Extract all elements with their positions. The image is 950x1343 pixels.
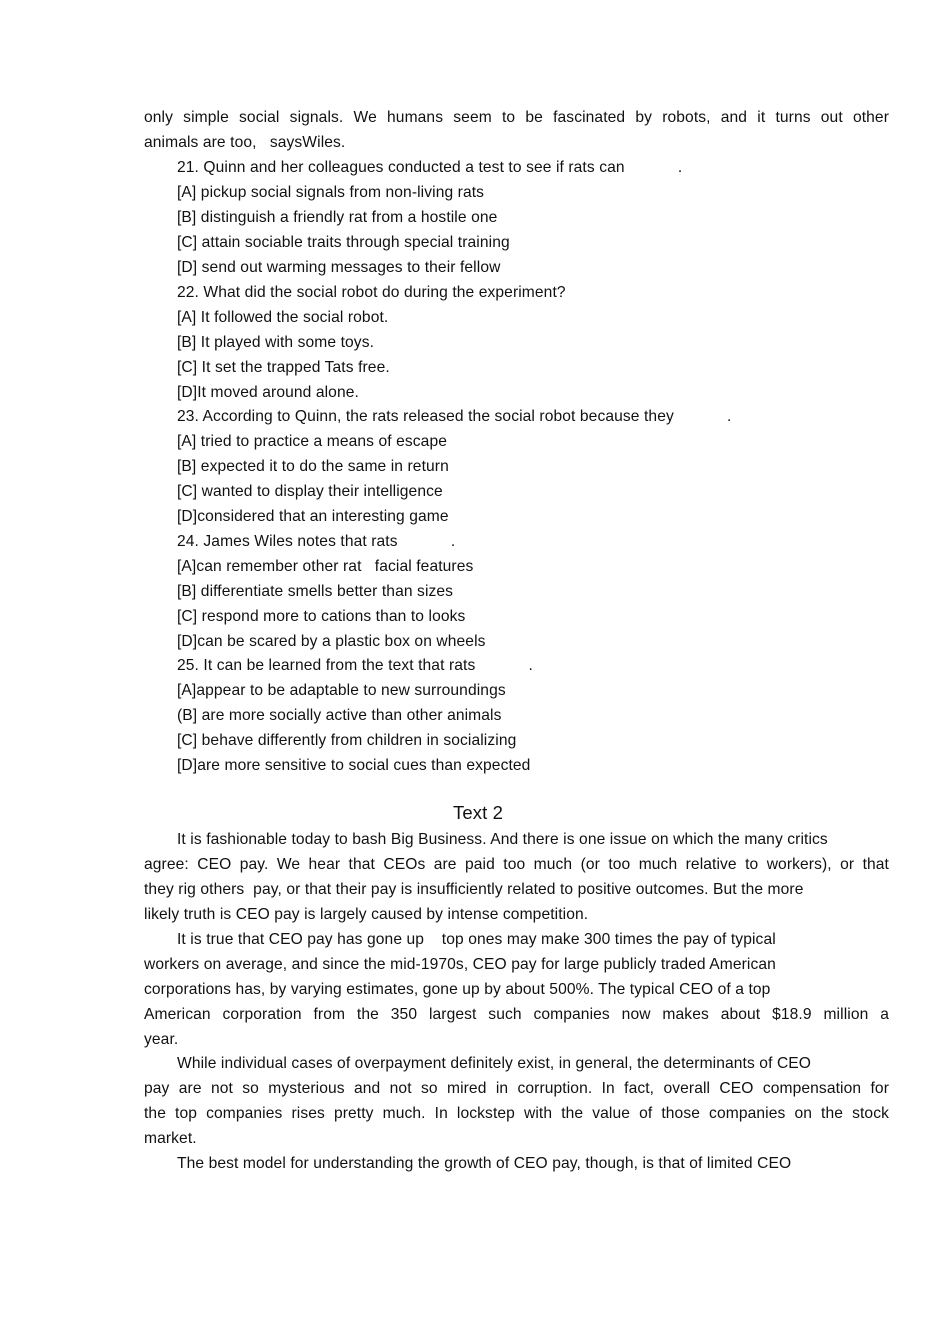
question-23-stem: 23. According to Quinn, the rats released the social robot because they .	[177, 408, 732, 425]
question-22-option-a: [A] It followed the social robot.	[177, 309, 389, 326]
paragraph-3-line-3: the top companies rises pretty much. In lockstep with the value of those companies on the stock	[144, 1105, 889, 1122]
paragraph-2-line-3: corporations has, by varying estimates, gone up by about 500%. The typical CEO of a top	[144, 981, 771, 998]
paragraph-3-line-1: While individual cases of overpayment definitely exist, in general, the determinants of CEO	[177, 1055, 812, 1072]
question-23-option-a: [A] tried to practice a means of escape	[177, 433, 447, 450]
paragraph-2-line-5: year.	[144, 1031, 179, 1048]
intro-line-2: animals are too, saysWiles.	[144, 134, 346, 151]
question-24-option-c: [C] respond more to cations than to looks	[177, 608, 466, 625]
question-21-option-d: [D] send out warming messages to their fellow	[177, 259, 501, 276]
question-23-option-d: [D]considered that an interesting game	[177, 508, 449, 525]
paragraph-3-line-4: market.	[144, 1130, 197, 1147]
question-22-stem: 22. What did the social robot do during the experiment?	[177, 284, 566, 301]
paragraph-3-line-2: pay are not so mysterious and not so mired in corruption. In fact, overall CEO compensation for	[144, 1080, 889, 1097]
paragraph-2-line-4: American corporation from the 350 largest such companies now makes about $18.9 million a	[144, 1006, 889, 1023]
question-21-option-c: [C] attain sociable traits through special training	[177, 234, 510, 251]
question-23-option-b: [B] expected it to do the same in return	[177, 458, 449, 475]
paragraph-4-line-1: The best model for understanding the growth of CEO pay, though, is that of limited CEO	[177, 1155, 792, 1172]
question-24-stem: 24. James Wiles notes that rats .	[177, 533, 456, 550]
question-21-stem: 21. Quinn and her colleagues conducted a test to see if rats can .	[177, 159, 683, 176]
question-25-option-c: [C] behave differently from children in socializing	[177, 732, 517, 749]
paragraph-1-line-3: they rig others pay, or that their pay is insufficiently related to positive outcomes. But the more	[144, 881, 804, 898]
question-25-option-d: [D]are more sensitive to social cues than expected	[177, 757, 531, 774]
question-22-option-c: [C] It set the trapped Tats free.	[177, 359, 390, 376]
question-22-option-d: [D]It moved around alone.	[177, 384, 359, 401]
paragraph-1-line-1: It is fashionable today to bash Big Business. And there is one issue on which the many critics	[177, 831, 828, 848]
question-24-option-b: [B] differentiate smells better than sizes	[177, 583, 454, 600]
paragraph-2-line-2: workers on average, and since the mid-1970s, CEO pay for large publicly traded American	[144, 956, 776, 973]
section-title: Text 2	[453, 802, 503, 823]
question-24-option-d: [D]can be scared by a plastic box on wheels	[177, 633, 486, 650]
question-25-stem: 25. It can be learned from the text that rats .	[177, 657, 533, 674]
question-21-option-a: [A] pickup social signals from non-living rats	[177, 184, 485, 201]
question-23-option-c: [C] wanted to display their intelligence	[177, 483, 443, 500]
question-22-option-b: [B] It played with some toys.	[177, 334, 375, 351]
question-25-option-b: (B] are more socially active than other animals	[177, 707, 502, 724]
paragraph-1-line-2: agree: CEO pay. We hear that CEOs are paid too much (or too much relative to workers), or that	[144, 856, 889, 873]
question-24-option-a: [A]can remember other rat facial features	[177, 558, 474, 575]
question-25-option-a: [A]appear to be adaptable to new surroundings	[177, 682, 506, 699]
question-21-option-b: [B] distinguish a friendly rat from a hostile one	[177, 209, 498, 226]
paragraph-2-line-1: It is true that CEO pay has gone up top ones may make 300 times the pay of typical	[177, 931, 776, 948]
paragraph-1-line-4: likely truth is CEO pay is largely caused by intense competition.	[144, 906, 589, 923]
intro-line-1: only simple social signals. We humans seem to be fascinated by robots, and it turns out other	[144, 109, 889, 126]
